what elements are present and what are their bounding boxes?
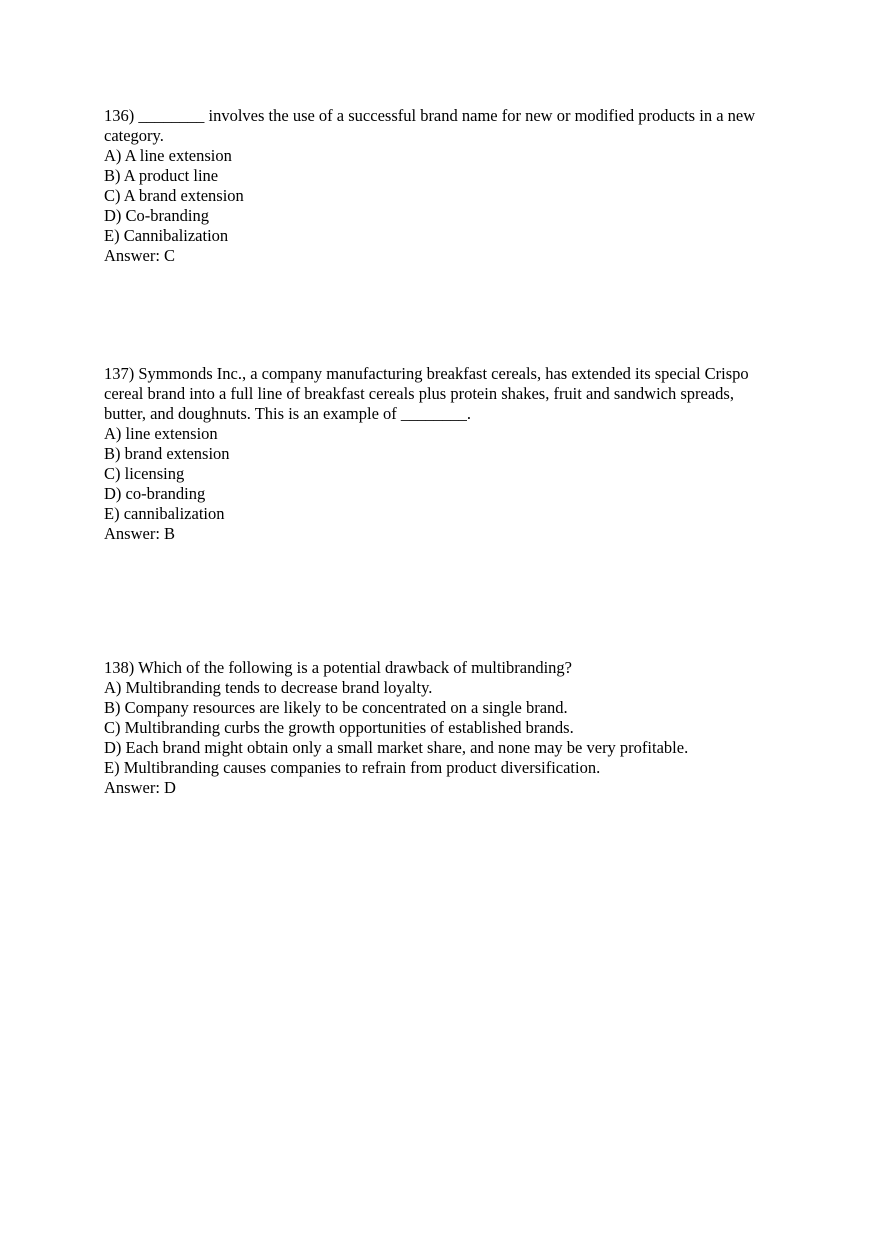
option-e (104, 504, 764, 524)
option-d (104, 206, 764, 226)
option-text: brand extension (120, 444, 230, 463)
option-letter: E) (104, 504, 120, 523)
option-e (104, 758, 764, 778)
option-letter: A) (104, 424, 122, 443)
option-text: Co-branding (121, 206, 209, 225)
question-stem: 138) Which of the following is a potential drawback of multibranding? (104, 658, 572, 677)
option-text: Each brand might obtain only a small market share, and none may be very profitable. (121, 738, 689, 757)
answer-options (104, 424, 764, 524)
option-text: co-branding (121, 484, 206, 503)
option-text: A line extension (121, 146, 232, 165)
option-text: licensing (120, 464, 185, 483)
option-letter: B) (104, 698, 121, 717)
option-letter: B) (104, 166, 121, 185)
question-stem: 137) Symmonds Inc., a company manufacturing breakfast cereals, has extended its special Crispo cereal brand into a full line of breakfast cereals plus protein shakes, fruit and sandwich spreads, butter, and doughnuts. This is an example of ________. (104, 364, 749, 423)
option-letter: C) (104, 186, 121, 205)
option-letter: A) (104, 146, 122, 165)
option-letter: A) (104, 678, 122, 697)
option-c (104, 464, 764, 484)
question-136 (104, 106, 764, 266)
option-text: Cannibalization (119, 226, 229, 245)
answer-key: Answer: D (104, 778, 176, 797)
option-c (104, 718, 764, 738)
answer-key: Answer: C (104, 246, 176, 265)
question-137 (104, 364, 764, 544)
option-e (104, 226, 764, 246)
option-text: cannibalization (119, 504, 225, 523)
option-c (104, 186, 764, 206)
answer-options (104, 678, 764, 778)
option-b (104, 166, 764, 186)
option-text: Company resources are likely to be concentrated on a single brand. (120, 698, 568, 717)
option-text: Multibranding causes companies to refrain from product diversification. (119, 758, 601, 777)
option-letter: B) (104, 444, 121, 463)
option-text: Multibranding tends to decrease brand loyalty. (121, 678, 433, 697)
option-letter: D) (104, 484, 122, 503)
option-text: A brand extension (120, 186, 244, 205)
option-letter: D) (104, 738, 122, 757)
question-stem: 136) ________ involves the use of a successful brand name for new or modified products in a new category. (104, 106, 756, 145)
option-letter: E) (104, 226, 120, 245)
option-a (104, 678, 764, 698)
option-text: Multibranding curbs the growth opportunities of established brands. (120, 718, 574, 737)
option-a (104, 424, 764, 444)
option-text: line extension (121, 424, 218, 443)
option-letter: C) (104, 718, 121, 737)
option-letter: C) (104, 464, 121, 483)
option-d (104, 738, 764, 758)
option-letter: E) (104, 758, 120, 777)
option-b (104, 698, 764, 718)
option-text: A product line (120, 166, 219, 185)
option-letter: D) (104, 206, 122, 225)
option-b (104, 444, 764, 464)
option-a (104, 146, 764, 166)
answer-key: Answer: B (104, 524, 176, 543)
answer-options (104, 146, 764, 246)
question-138 (104, 658, 764, 798)
option-d (104, 484, 764, 504)
